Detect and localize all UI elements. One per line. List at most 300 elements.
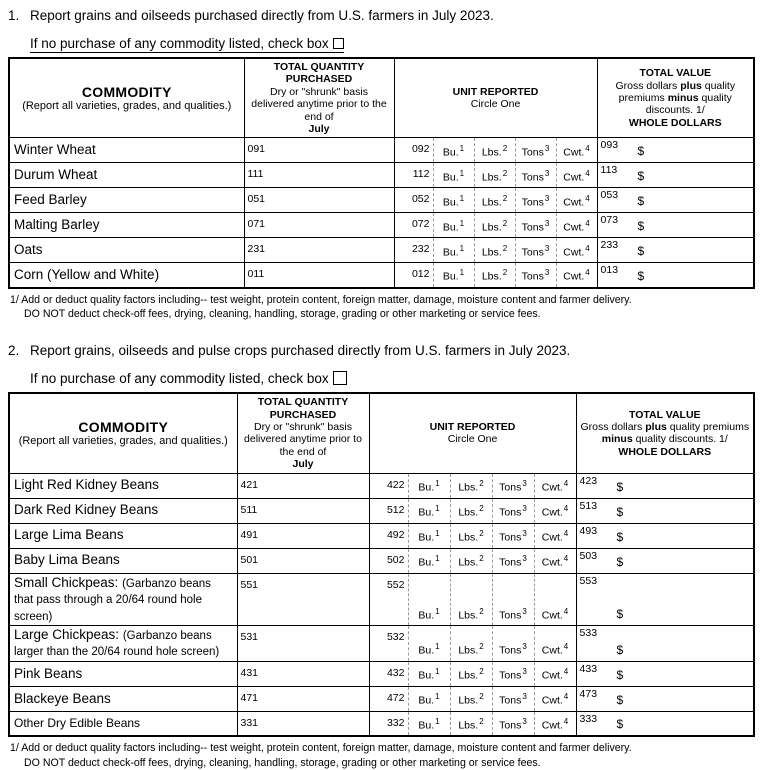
dollar-sign: $ — [637, 244, 645, 259]
unit-reported-column-header — [394, 58, 597, 138]
quantity-input-cell[interactable] — [237, 711, 369, 736]
unit-option-bushels[interactable] — [408, 498, 450, 523]
unit-footnote-ref: 3 — [522, 554, 527, 564]
unit-header-title: UNIT REPORTED — [452, 85, 539, 98]
table-row — [9, 163, 754, 188]
unit-option-tons[interactable] — [515, 238, 556, 263]
unit-label: Cwt. — [563, 171, 585, 184]
unit-label: Cwt. — [541, 556, 563, 569]
unit-option-tons[interactable] — [515, 138, 556, 163]
footnote-line-1: 1/ Add or deduct quality factors including-- test weight, protein content, foreign matter, damage, moisture content and farmer delivery. — [10, 742, 632, 755]
unit-option-tons[interactable] — [492, 548, 534, 573]
unit-footnote-ref: 3 — [522, 716, 527, 726]
unit-label: Tons — [499, 506, 522, 519]
dollar-sign: $ — [616, 692, 624, 707]
unit-option-tons[interactable] — [515, 213, 556, 238]
commodity-cell — [9, 498, 237, 523]
no-purchase-checkbox[interactable] — [333, 38, 344, 49]
unit-footnote-ref: 3 — [522, 606, 527, 616]
table-row — [9, 661, 754, 686]
value-input-cell[interactable] — [597, 238, 754, 263]
unit-label: Tons — [499, 719, 522, 732]
unit-option-pounds[interactable] — [450, 686, 492, 711]
value-code: 553 — [579, 574, 598, 587]
unit-option-tons[interactable] — [492, 498, 534, 523]
unit-footnote-ref: 3 — [522, 504, 527, 514]
unit-code: 432 — [386, 666, 405, 679]
unit-footnote-ref: 4 — [563, 642, 569, 652]
commodity-cell — [9, 238, 244, 263]
unit-label: Bu. — [418, 669, 435, 682]
unit-option-pounds[interactable] — [474, 138, 515, 163]
value-header-desc: Gross dollars plus quality premiums minus quality discounts. 1/ — [580, 421, 750, 446]
section-number: 2. — [8, 343, 20, 359]
unit-footnote-ref: 2 — [479, 606, 484, 616]
unit-label: Bu. — [442, 171, 459, 184]
quantity-input-cell[interactable] — [237, 626, 369, 662]
unit-footnote-ref: 3 — [522, 642, 527, 652]
unit-label: Cwt. — [541, 481, 563, 494]
unit-label: Tons — [521, 171, 544, 184]
dollar-sign: $ — [616, 642, 624, 657]
quantity-code: 471 — [240, 691, 259, 704]
quantity-input-cell[interactable] — [244, 188, 394, 213]
commodity-cell — [9, 661, 237, 686]
quantity-header-month: July — [292, 458, 314, 471]
unit-option-bushels[interactable] — [408, 523, 450, 548]
unit-code-cell — [369, 498, 408, 523]
quantity-code: 501 — [240, 553, 259, 566]
commodity-header-title: COMMODITY — [81, 83, 172, 100]
value-input-cell[interactable] — [597, 263, 754, 288]
unit-option-cwt[interactable] — [556, 138, 597, 163]
unit-option-tons[interactable] — [492, 626, 534, 662]
unit-option-cwt[interactable] — [534, 686, 576, 711]
commodity-cell — [9, 473, 237, 498]
unit-label: Cwt. — [541, 609, 563, 621]
table-row — [9, 626, 754, 662]
quantity-code: 091 — [247, 143, 266, 156]
unit-label: Lbs. — [458, 531, 479, 544]
unit-footnote-ref: 1 — [435, 529, 440, 539]
table-row — [9, 711, 754, 736]
dollar-sign: $ — [616, 554, 624, 569]
unit-code-cell — [369, 548, 408, 573]
footnote-2 — [10, 741, 753, 770]
commodity-cell — [9, 573, 237, 625]
unit-footnote-ref: 3 — [522, 692, 527, 702]
unit-option-cwt[interactable] — [556, 213, 597, 238]
commodity-name: Pink Beans — [14, 665, 83, 681]
value-code: 073 — [600, 214, 619, 227]
quantity-input-cell[interactable] — [244, 263, 394, 288]
unit-option-bushels[interactable] — [408, 711, 450, 736]
quantity-input-cell[interactable] — [244, 213, 394, 238]
unit-label: Tons — [499, 609, 522, 621]
unit-option-tons[interactable] — [515, 263, 556, 288]
unit-label: Cwt. — [563, 196, 585, 209]
unit-label: Bu. — [418, 644, 435, 657]
unit-option-pounds[interactable] — [450, 573, 492, 625]
unit-option-pounds[interactable] — [450, 473, 492, 498]
unit-label: Tons — [499, 531, 522, 544]
unit-label: Bu. — [442, 196, 459, 209]
quantity-column-header — [244, 58, 394, 138]
unit-option-cwt[interactable] — [556, 188, 597, 213]
commodity-subname: (Garbanzo beans that pass through a 20/64 round hole screen) — [14, 577, 211, 623]
unit-footnote-ref: 2 — [502, 193, 508, 203]
header-row — [9, 393, 754, 473]
unit-footnote-ref: 3 — [544, 243, 550, 253]
unit-code-cell — [369, 661, 408, 686]
unit-option-pounds[interactable] — [450, 548, 492, 573]
unit-option-pounds[interactable] — [450, 498, 492, 523]
unit-option-cwt[interactable] — [534, 473, 576, 498]
table-row — [9, 573, 754, 625]
commodity-cell — [9, 711, 237, 736]
no-purchase-checkbox[interactable] — [333, 371, 347, 385]
unit-footnote-ref: 2 — [479, 504, 484, 514]
unit-footnote-ref: 2 — [502, 268, 508, 278]
unit-option-tons[interactable] — [515, 163, 556, 188]
value-header-title: TOTAL VALUE — [629, 408, 701, 421]
unit-option-bushels[interactable] — [433, 188, 474, 213]
quantity-code: 071 — [247, 218, 266, 231]
quantity-input-cell[interactable] — [237, 473, 369, 498]
unit-label: Bu. — [418, 481, 435, 494]
commodity-name: Dark Red Kidney Beans — [14, 502, 159, 518]
table-row — [9, 523, 754, 548]
unit-label: Lbs. — [458, 506, 479, 519]
unit-footnote-ref: 4 — [563, 504, 569, 514]
unit-label: Bu. — [418, 609, 435, 621]
unit-footnote-ref: 1 — [459, 193, 465, 203]
unit-label: Bu. — [442, 146, 459, 159]
value-code: 513 — [579, 499, 598, 512]
table-row — [9, 498, 754, 523]
footnote-line-2: DO NOT deduct check-off fees, drying, cleaning, handling, storage, grading or other marketing or service fees. — [24, 756, 541, 769]
value-input-cell[interactable] — [576, 711, 754, 736]
unit-footnote-ref: 4 — [585, 268, 590, 278]
value-input-cell[interactable] — [597, 213, 754, 238]
dollar-sign: $ — [616, 479, 624, 494]
commodity-table-pulse-crops — [8, 392, 755, 737]
unit-option-cwt[interactable] — [534, 661, 576, 686]
no-purchase-line-2 — [30, 371, 753, 386]
value-input-cell[interactable] — [597, 188, 754, 213]
commodity-column-header — [9, 393, 237, 473]
unit-footnote-ref: 1 — [459, 168, 465, 178]
unit-option-pounds[interactable] — [474, 263, 515, 288]
quantity-code: 331 — [240, 716, 259, 729]
unit-option-bushels[interactable] — [433, 138, 474, 163]
unit-option-bushels[interactable] — [433, 263, 474, 288]
footnote-line-2: DO NOT deduct check-off fees, drying, cleaning, handling, storage, grading or other marketing or service fees. — [24, 308, 541, 321]
value-input-cell[interactable] — [576, 498, 754, 523]
quantity-input-cell[interactable] — [237, 661, 369, 686]
quantity-input-cell[interactable] — [244, 138, 394, 163]
unit-label: Cwt. — [563, 221, 585, 234]
header-row — [9, 58, 754, 138]
unit-footnote-ref: 4 — [585, 143, 590, 153]
unit-label: Tons — [521, 146, 544, 159]
table-row — [9, 473, 754, 498]
unit-label: Cwt. — [541, 506, 563, 519]
quantity-header-title: TOTAL QUANTITY PURCHASED — [257, 396, 349, 421]
unit-label: Tons — [521, 246, 544, 259]
value-input-cell[interactable] — [576, 473, 754, 498]
total-value-column-header — [576, 393, 754, 473]
value-input-cell[interactable] — [576, 523, 754, 548]
commodity-name: Blackeye Beans — [14, 690, 111, 706]
unit-label: Cwt. — [541, 719, 563, 732]
quantity-code: 111 — [247, 168, 264, 181]
unit-option-pounds[interactable] — [450, 523, 492, 548]
quantity-header-sub: Dry or "shrunk" basis delivered anytime prior to the end of — [244, 421, 362, 458]
unit-footnote-ref: 1 — [459, 143, 465, 153]
unit-option-cwt[interactable] — [534, 626, 576, 662]
quantity-input-cell[interactable] — [237, 686, 369, 711]
value-input-cell[interactable] — [576, 548, 754, 573]
unit-footnote-ref: 2 — [479, 479, 484, 489]
unit-option-pounds[interactable] — [450, 626, 492, 662]
commodity-name: Small Chickpeas: — [14, 574, 119, 590]
unit-option-tons[interactable] — [492, 473, 534, 498]
value-header-footer: WHOLE DOLLARS — [618, 445, 712, 458]
value-input-cell[interactable] — [597, 138, 754, 163]
commodity-cell — [9, 213, 244, 238]
commodity-cell — [9, 523, 237, 548]
unit-code: 512 — [386, 503, 405, 516]
unit-footnote-ref: 4 — [563, 692, 569, 702]
unit-option-bushels[interactable] — [433, 213, 474, 238]
dollar-sign: $ — [616, 529, 624, 544]
unit-option-pounds[interactable] — [474, 163, 515, 188]
unit-code-cell — [369, 626, 408, 662]
quantity-code: 511 — [240, 503, 258, 516]
unit-code-cell — [369, 711, 408, 736]
unit-footnote-ref: 4 — [563, 606, 569, 616]
quantity-column-header — [237, 393, 369, 473]
quantity-code: 231 — [247, 243, 266, 256]
unit-option-tons[interactable] — [492, 661, 534, 686]
quantity-input-cell[interactable] — [244, 238, 394, 263]
commodity-name: Feed Barley — [14, 192, 87, 208]
unit-label: Tons — [499, 644, 522, 657]
unit-label: Lbs. — [481, 246, 502, 259]
unit-code-cell — [394, 238, 433, 263]
unit-footnote-ref: 1 — [435, 642, 440, 652]
commodity-cell — [9, 548, 237, 573]
dollar-sign: $ — [616, 607, 624, 621]
unit-option-pounds[interactable] — [474, 188, 515, 213]
unit-footnote-ref: 3 — [544, 168, 550, 178]
unit-option-pounds[interactable] — [474, 238, 515, 263]
unit-label: Cwt. — [563, 270, 585, 283]
unit-label: Lbs. — [481, 270, 502, 283]
unit-footnote-ref: 3 — [544, 218, 550, 228]
no-purchase-label: If no purchase of any commodity listed, check box — [30, 36, 329, 51]
table-row — [9, 213, 754, 238]
value-code: 493 — [579, 524, 598, 537]
unit-footnote-ref: 3 — [544, 143, 550, 153]
unit-option-cwt[interactable] — [534, 548, 576, 573]
unit-option-bushels[interactable] — [408, 473, 450, 498]
unit-code: 012 — [411, 268, 430, 281]
value-input-cell[interactable] — [576, 573, 754, 625]
unit-option-cwt[interactable] — [556, 263, 597, 288]
table-row — [9, 188, 754, 213]
value-code: 113 — [600, 164, 618, 177]
quantity-input-cell[interactable] — [244, 163, 394, 188]
section-title: Report grains, oilseeds and pulse crops purchased directly from U.S. farmers in July 2023. — [30, 343, 571, 359]
unit-footnote-ref: 2 — [502, 168, 508, 178]
unit-label: Lbs. — [481, 171, 502, 184]
unit-option-bushels[interactable] — [408, 686, 450, 711]
value-code: 333 — [579, 712, 598, 725]
unit-label: Cwt. — [563, 146, 585, 159]
unit-option-cwt[interactable] — [556, 163, 597, 188]
unit-footnote-ref: 2 — [502, 243, 508, 253]
unit-header-sub: Circle One — [470, 98, 521, 111]
value-input-cell[interactable] — [576, 626, 754, 662]
commodity-name: Durum Wheat — [14, 167, 98, 183]
total-value-column-header — [597, 58, 754, 138]
unit-option-cwt[interactable] — [534, 573, 576, 625]
unit-footnote-ref: 2 — [479, 692, 484, 702]
unit-footnote-ref: 1 — [435, 716, 440, 726]
unit-footnote-ref: 1 — [435, 504, 440, 514]
section-2 — [8, 343, 753, 770]
unit-header-title: UNIT REPORTED — [429, 421, 516, 434]
dollar-sign: $ — [637, 169, 645, 184]
unit-code: 332 — [386, 716, 405, 729]
dollar-sign: $ — [637, 144, 645, 159]
unit-footnote-ref: 2 — [479, 642, 484, 652]
unit-footnote-ref: 3 — [544, 268, 550, 278]
unit-label: Bu. — [418, 694, 435, 707]
footnote-line-1: 1/ Add or deduct quality factors including-- test weight, protein content, foreign matter, damage, moisture content and farmer delivery. — [10, 293, 632, 306]
unit-footnote-ref: 4 — [585, 168, 590, 178]
unit-option-tons[interactable] — [492, 523, 534, 548]
unit-code-cell — [394, 263, 433, 288]
dollar-sign: $ — [637, 194, 645, 209]
value-code: 053 — [600, 189, 619, 202]
unit-footnote-ref: 1 — [435, 479, 440, 489]
section-1 — [8, 8, 753, 321]
unit-label: Lbs. — [458, 481, 479, 494]
unit-footnote-ref: 2 — [502, 218, 508, 228]
unit-footnote-ref: 4 — [585, 218, 590, 228]
unit-option-cwt[interactable] — [534, 498, 576, 523]
unit-footnote-ref: 4 — [585, 193, 590, 203]
value-header-desc: Gross dollars plus quality premiums minus quality discounts. 1/ — [615, 79, 736, 117]
unit-option-cwt[interactable] — [534, 711, 576, 736]
dollar-sign: $ — [637, 219, 645, 234]
unit-option-bushels[interactable] — [433, 163, 474, 188]
commodity-cell — [9, 138, 244, 163]
unit-option-tons[interactable] — [492, 573, 534, 625]
value-input-cell[interactable] — [576, 686, 754, 711]
section-1-heading — [8, 8, 753, 23]
unit-footnote-ref: 4 — [563, 479, 569, 489]
unit-option-bushels[interactable] — [433, 238, 474, 263]
unit-code-cell — [394, 213, 433, 238]
unit-footnote-ref: 3 — [544, 193, 550, 203]
unit-code: 422 — [386, 478, 405, 491]
commodity-name: Winter Wheat — [14, 142, 96, 158]
quantity-input-cell[interactable] — [237, 498, 369, 523]
quantity-input-cell[interactable] — [237, 523, 369, 548]
value-code: 423 — [579, 474, 598, 487]
unit-footnote-ref: 3 — [522, 479, 527, 489]
quantity-header-month: July — [308, 122, 330, 135]
commodity-name: Other Dry Edible Beans — [14, 716, 141, 731]
commodity-name: Corn (Yellow and White) — [14, 266, 160, 282]
unit-footnote-ref: 1 — [435, 667, 440, 677]
unit-label: Tons — [499, 481, 522, 494]
quantity-input-cell[interactable] — [237, 548, 369, 573]
unit-label: Tons — [521, 221, 544, 234]
unit-option-bushels[interactable] — [408, 573, 450, 625]
unit-option-cwt[interactable] — [534, 523, 576, 548]
unit-label: Bu. — [418, 719, 435, 732]
unit-code-cell — [394, 163, 433, 188]
unit-label: Lbs. — [458, 556, 479, 569]
commodity-name: Baby Lima Beans — [14, 552, 120, 568]
unit-code: 472 — [386, 691, 405, 704]
table-row — [9, 138, 754, 163]
unit-label: Tons — [521, 196, 544, 209]
unit-footnote-ref: 1 — [459, 243, 465, 253]
quantity-code: 531 — [240, 631, 259, 643]
unit-option-cwt[interactable] — [556, 238, 597, 263]
unit-option-bushels[interactable] — [408, 661, 450, 686]
value-code: 013 — [600, 264, 619, 277]
value-input-cell[interactable] — [597, 163, 754, 188]
unit-label: Cwt. — [541, 644, 563, 657]
unit-code-cell — [369, 686, 408, 711]
unit-label: Cwt. — [563, 246, 585, 259]
quantity-code: 491 — [240, 528, 259, 541]
value-input-cell[interactable] — [576, 661, 754, 686]
section-divider-space — [8, 321, 753, 343]
section-title: Report grains and oilseeds purchased directly from U.S. farmers in July 2023. — [30, 8, 494, 23]
commodity-name: Malting Barley — [14, 217, 100, 233]
unit-label: Lbs. — [481, 221, 502, 234]
table-body — [9, 138, 754, 288]
unit-option-bushels[interactable] — [408, 626, 450, 662]
unit-option-tons[interactable] — [492, 711, 534, 736]
unit-code: 232 — [411, 243, 430, 256]
dollar-sign: $ — [616, 717, 624, 732]
section-2-heading — [8, 343, 753, 358]
unit-option-pounds[interactable] — [474, 213, 515, 238]
value-header-title: TOTAL VALUE — [639, 67, 712, 80]
commodity-name: Oats — [14, 242, 43, 258]
unit-option-pounds[interactable] — [450, 661, 492, 686]
unit-label: Bu. — [442, 221, 459, 234]
table-row — [9, 263, 754, 288]
unit-option-pounds[interactable] — [450, 711, 492, 736]
unit-label: Lbs. — [458, 644, 479, 657]
unit-reported-column-header — [369, 393, 576, 473]
unit-label: Lbs. — [481, 196, 502, 209]
unit-option-bushels[interactable] — [408, 548, 450, 573]
unit-option-tons[interactable] — [492, 686, 534, 711]
unit-option-tons[interactable] — [515, 188, 556, 213]
quantity-input-cell[interactable] — [237, 573, 369, 625]
